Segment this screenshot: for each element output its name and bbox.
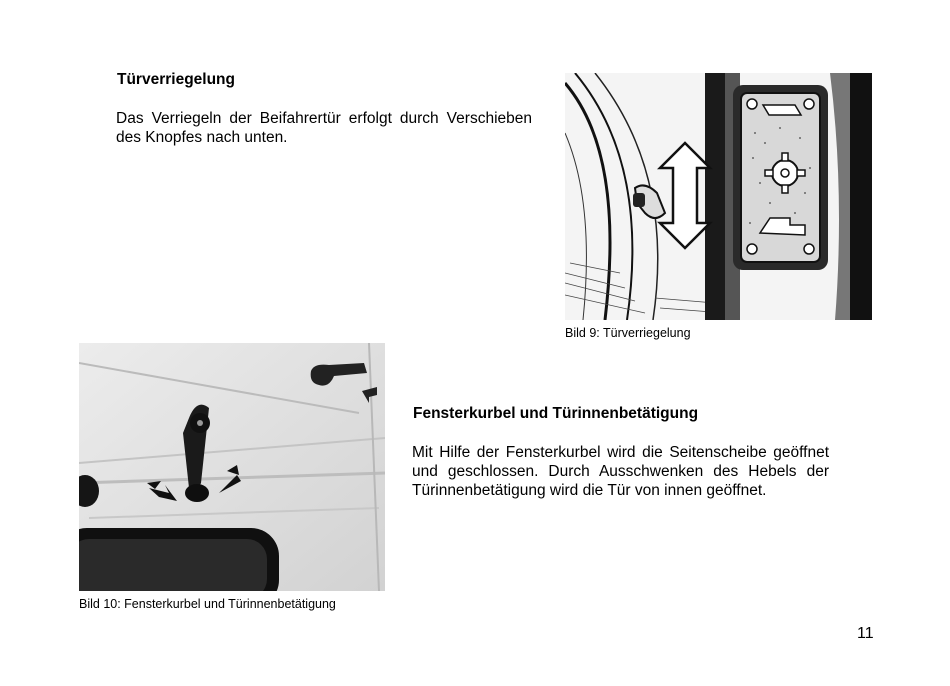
page-number: 11 bbox=[857, 625, 874, 642]
heading-window-crank: Fensterkurbel und Türinnenbetätigung bbox=[413, 405, 699, 422]
figure-door-lock-illustration bbox=[565, 73, 872, 320]
paragraph-window-crank: Mit Hilfe der Fensterkurbel wird die Seitenscheibe geöffnet und geschlossen. Durch Ausschwenken des Hebels der Türinnenbetätigung wird die Tür von innen geöffnet. bbox=[412, 444, 829, 499]
figure-window-crank-photo bbox=[79, 343, 385, 591]
caption-figure-9: Bild 9: Türverriegelung bbox=[565, 326, 691, 340]
heading-door-locking: Türverriegelung bbox=[117, 71, 235, 88]
caption-figure-10: Bild 10: Fensterkurbel und Türinnenbetätigung bbox=[79, 597, 336, 611]
paragraph-door-locking: Das Verriegeln der Beifahrertür erfolgt durch Verschieben des Knopfes nach unten. bbox=[116, 110, 532, 146]
